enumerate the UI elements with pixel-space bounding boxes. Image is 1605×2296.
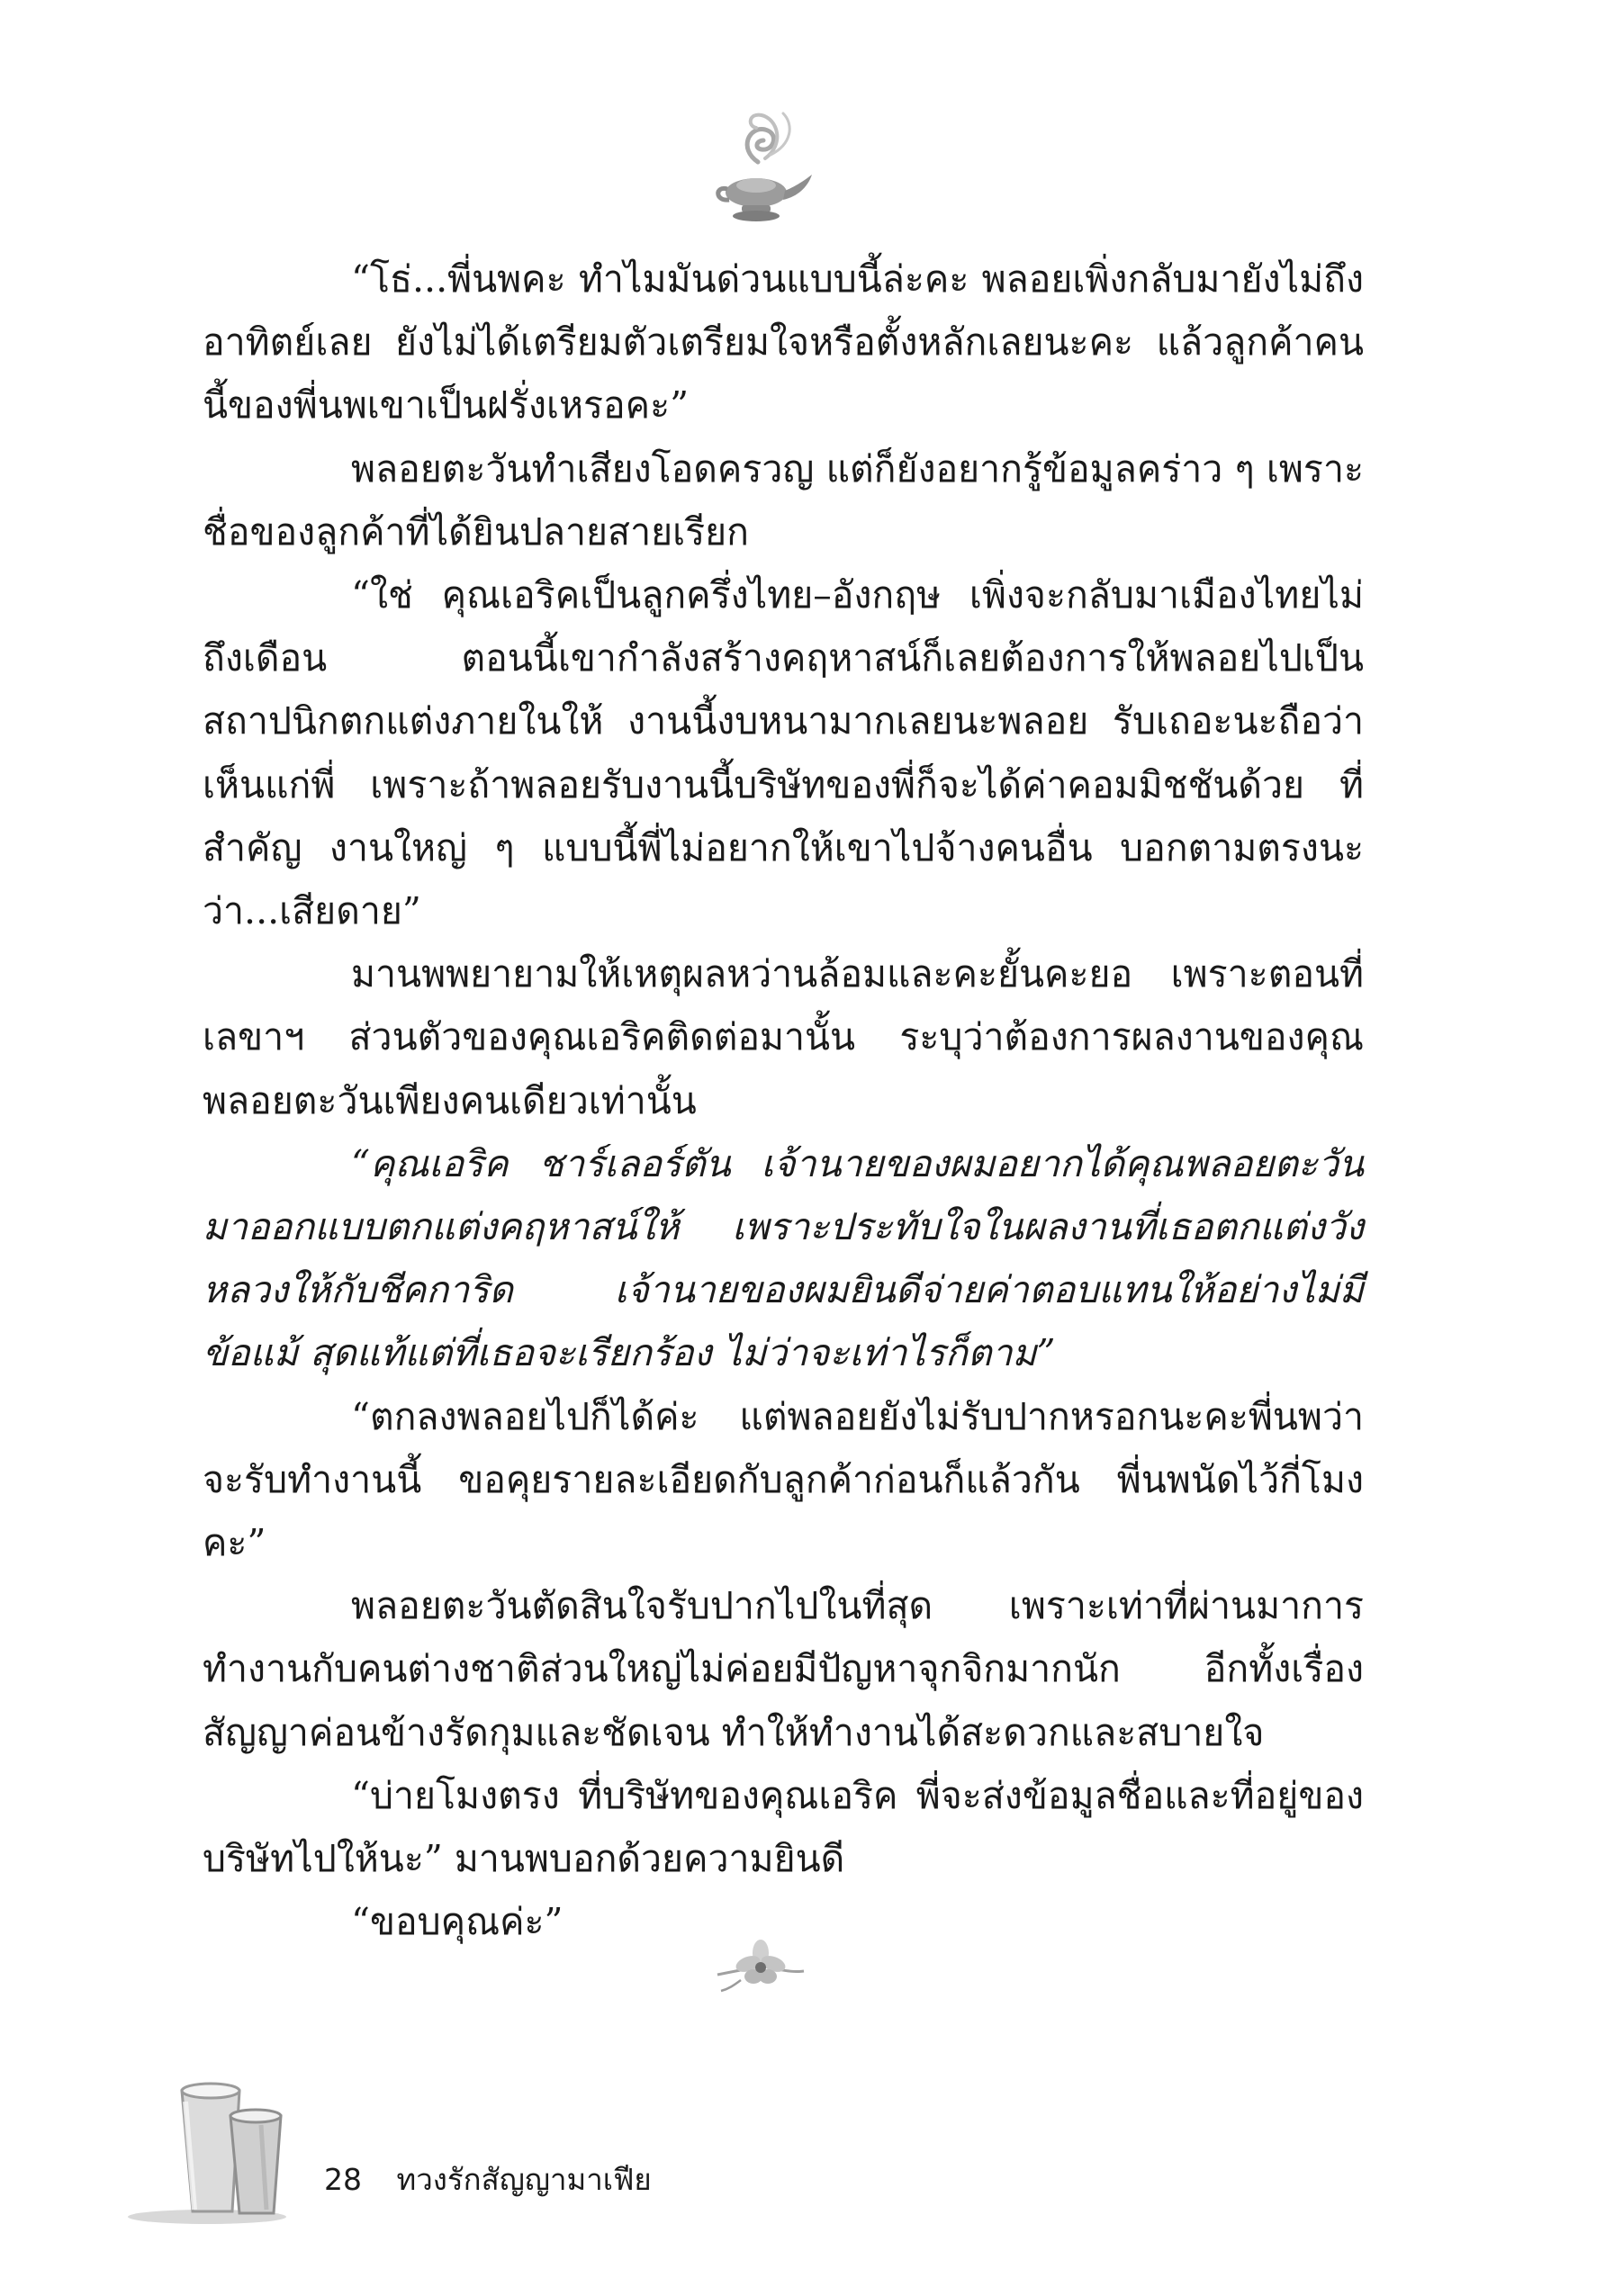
milk-glasses-icon — [126, 2066, 320, 2228]
paragraph-4: มานพพยายามให้เหตุผลหว่านล้อมและคะยั้นคะยอ เพราะตอนที่เลขาฯ ส่วนตัวของคุณเอริคติดต่อมานั้น ระบุว่าต้องการผลงานของคุณพลอยตะวันเพียงคนเดียวเท่านั้น — [203, 952, 1364, 1122]
paragraph-3: “ใช่ คุณเอริคเป็นลูกครึ่งไทย–อังกฤษ เพิ่งจะกลับมาเมืองไทยไม่ถึงเดือน ตอนนี้เขากำลังสร้างคฤหาสน์ก็เลยต้องการให้พลอยไปเป็นสถาปนิกตกแต่งภายในให้ งานนี้งบหนามากเลยนะพลอย รับเถอะนะถือว่าเห็นแก่พี่ เพราะถ้าพลอยรับงานนี้บริษัทของพี่ก็จะได้ค่าคอมมิชชันด้วย ที่สำคัญ งานใหญ่ ๆ แบบนี้พี่ไม่อยากให้เขาไปจ้างคนอื่น บอกตามตรงนะว่า...เสียดาย” — [203, 573, 1364, 933]
flower-icon — [714, 1935, 808, 1998]
page-footer — [324, 2156, 652, 2203]
book-title: ทวงรักสัญญามาเฟีย — [396, 2162, 652, 2197]
paragraph-8: “บ่ายโมงตรง ที่บริษัทของคุณเอริค พี่จะส่งข้อมูลชื่อและที่อยู่ของบริษัทไปให้นะ” มานพบอกด้วยความยินดี — [203, 1773, 1364, 1881]
paragraph-6: “ตกลงพลอยไปก็ได้ค่ะ แต่พลอยยังไม่รับปากหรอกนะคะพี่นพว่าจะรับทำงานนี้ ขอคุยรายละเอียดกับลูกค้าก่อนก็แล้วกัน พี่นพนัดไว้กี่โมงคะ” — [203, 1394, 1364, 1565]
genie-lamp-icon — [702, 99, 819, 234]
paragraph-1: “โธ่...พี่นพคะ ทำไมมันด่วนแบบนี้ล่ะคะ พลอยเพิ่งกลับมายังไม่ถึงอาทิตย์เลย ยังไม่ได้เตรียมตัวเตรียมใจหรือตั้งหลักเลยนะคะ แล้วลูกค้าคนนี้ของพี่นพเขาเป็นฝรั่งเหรอคะ” — [203, 257, 1364, 428]
paragraph-9: “ขอบคุณค่ะ” — [351, 1900, 564, 1944]
paragraph-2: พลอยตะวันทำเสียงโอดครวญ แต่ก็ยังอยากรู้ข้อมูลคร่าว ๆ เพราะชื่อของลูกค้าที่ได้ยินปลายสายเรียก — [203, 446, 1364, 554]
paragraph-7: พลอยตะวันตัดสินใจรับปากไปในที่สุด เพราะเท่าที่ผ่านมาการทำงานกับคนต่างชาติส่วนใหญ่ไม่ค่อยมีปัญหาจุกจิกมากนัก อีกทั้งเรื่องสัญญาค่อนข้างรัดกุมและชัดเจน ทำให้ทำงานได้สะดวกและสบายใจ — [203, 1584, 1364, 1754]
paragraph-5-quote: “คุณเอริค ชาร์เลอร์ตัน เจ้านายของผมอยากได้คุณพลอยตะวันมาออกแบบตกแต่งคฤหาสน์ให้ เพราะประทับใจในผลงานที่เธอตกแต่งวังหลวงให้กับชีคการิด เจ้านายของผมยินดีจ่ายค่าตอบแทนให้อย่างไม่มีข้อแม้ สุดแท้แต่ที่เธอจะเรียกร้อง ไม่ว่าจะเท่าไรก็ตาม” — [203, 1141, 1364, 1375]
page-number: 28 — [324, 2162, 362, 2197]
story-text — [203, 248, 1364, 1953]
